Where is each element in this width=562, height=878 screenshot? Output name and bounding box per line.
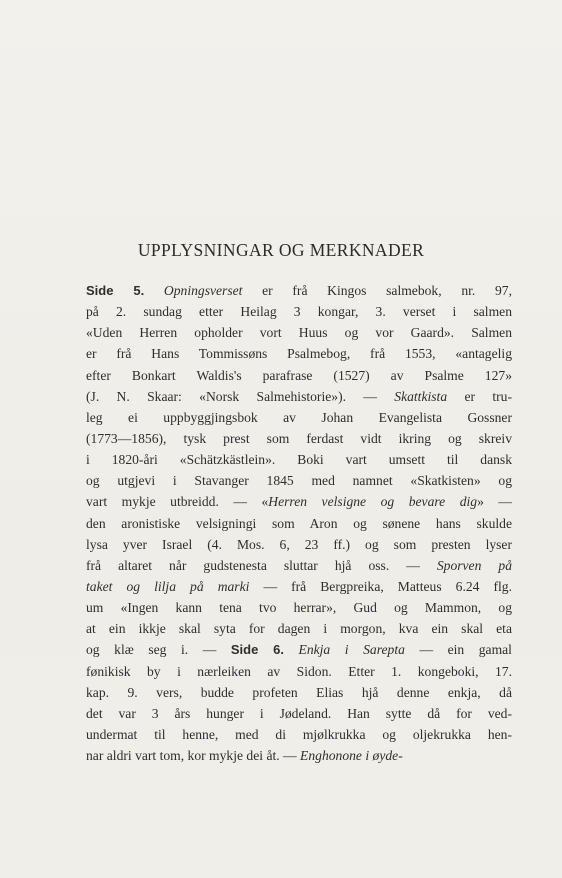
text-line — [86, 682, 512, 703]
text-line — [86, 555, 512, 576]
text-line — [86, 407, 512, 428]
text-run: er tru- — [447, 388, 512, 404]
text-line — [86, 639, 512, 660]
text-line — [86, 703, 512, 724]
text-line — [86, 322, 512, 343]
text-line — [86, 661, 512, 682]
italic-term: Sporven på — [436, 557, 512, 573]
text-run: på 2. sundag etter Heilag 3 kongar, 3. verset i salmen — [86, 304, 512, 320]
text-line — [86, 470, 512, 491]
italic-term: Herren velsigne og bevare dig — [268, 494, 478, 510]
text-run: «Uden Herren opholder vort Huus og vor Gaard». Salmen — [86, 325, 512, 341]
text-run: kap. 9. vers, budde profeten Elias hjå denne enkja, då — [86, 684, 512, 700]
text-run: » — — [477, 494, 513, 510]
text-run: at ein ikkje skal syta for dagen i morgon, kva ein skal eta — [86, 621, 512, 637]
text-line — [86, 343, 512, 364]
italic-term: Enghonone i øyde- — [300, 748, 403, 764]
text-line — [86, 386, 512, 407]
text-line — [86, 745, 512, 766]
text-run: (1773—1856), tysk prest som ferdast vidt ikring og skreiv — [86, 430, 512, 446]
text-run: — frå Bergpreika, Matteus 6.24 flg. — [249, 578, 512, 594]
text-line — [86, 365, 512, 386]
text-run: er frå Hans Tommissøns Psalmebog, frå 1553, «antagelig — [86, 346, 512, 362]
italic-term: taket og lilja på marki — [86, 578, 250, 594]
text-line — [86, 576, 512, 597]
text-run: — ein gamal — [404, 642, 512, 658]
italic-term: Enkja i Sarepta — [298, 642, 405, 658]
text-line — [86, 301, 512, 322]
italic-term: Opningsverset — [163, 283, 243, 298]
text-run: og klæ seg i. — — [86, 642, 231, 658]
text-run: den aronistiske velsigningi som Aron og sønene hans skulde — [86, 515, 512, 531]
italic-term: Skattkista — [394, 388, 448, 404]
text-run: er frå Kingos salmebok, nr. 97, — [242, 283, 512, 298]
text-run: efter Bonkart Waldis's parafrase (1527) av Psalme 127» — [86, 367, 512, 383]
text-run — [284, 642, 299, 657]
text-run: nar aldri vart tom, kor mykje dei åt. — — [86, 748, 301, 764]
page-heading: UPPLYSNINGAR OG MERKNADER — [137, 240, 425, 260]
text-line — [86, 449, 512, 470]
text-line — [86, 724, 512, 745]
body-text — [86, 280, 512, 766]
text-run: det var 3 års hunger i Jødeland. Han sytte då for ved- — [86, 705, 512, 721]
text-line — [86, 618, 512, 639]
page-reference: Side 5. — [86, 283, 145, 298]
page-reference: Side 6. — [230, 642, 284, 658]
text-run — [144, 283, 164, 298]
text-run: leg ei uppbyggjingsbok av Johan Evangelista Gossner — [86, 409, 512, 425]
text-line — [86, 597, 512, 618]
text-run: og utgjevi i Stavanger 1845 med namnet «Skatkisten» og — [86, 473, 512, 489]
text-line — [86, 428, 512, 449]
text-run: i 1820-åri «Schätzkästlein». Boki vart umsett til dansk — [86, 452, 512, 468]
text-run: undermat til henne, med di mjølkrukka og oljekrukka hen- — [86, 726, 512, 742]
text-run: lysa yver Israel (4. Mos. 6, 23 ff.) og som presten lyser — [86, 536, 512, 552]
text-line — [86, 280, 512, 301]
text-run: um «Ingen kann tena tvo herrar», Gud og Mammon, og — [86, 600, 512, 616]
text-line — [86, 513, 512, 534]
text-run: vart mykje utbreidd. — « — [86, 494, 269, 510]
text-run: (J. N. Skaar: «Norsk Salmehistorie»). — — [86, 388, 395, 404]
text-line — [86, 534, 512, 555]
text-line — [86, 491, 512, 512]
text-run: frå altaret når gudstenesta sluttar hjå oss. — — [86, 557, 437, 573]
text-run: fønikisk by i nærleiken av Sidon. Etter 1. kongeboki, 17. — [86, 663, 512, 679]
